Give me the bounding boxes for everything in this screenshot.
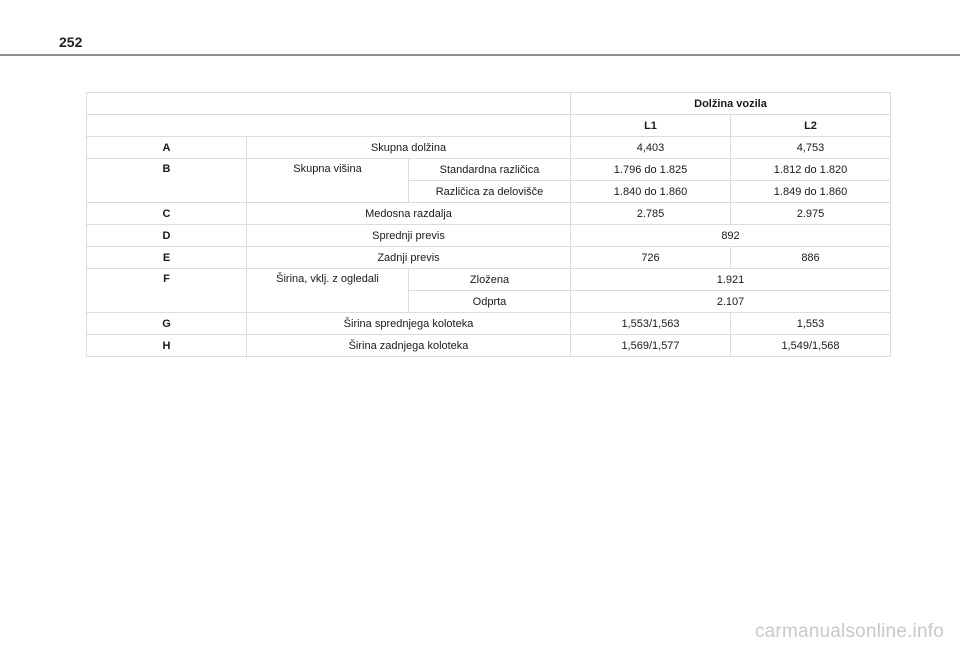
page-number: 252 [59, 34, 83, 50]
value-l2: 4,753 [731, 137, 891, 159]
table-row [87, 159, 891, 181]
row-label: Širina zadnjega koloteka [247, 335, 571, 357]
header-empty-cell [87, 93, 571, 115]
row-letter: G [87, 313, 247, 335]
value-l2: 1.812 do 1.820 [731, 159, 891, 181]
row-label: Zadnji previs [247, 247, 571, 269]
value-l2: 886 [731, 247, 891, 269]
row-letter: E [87, 247, 247, 269]
row-label: Skupna dolžina [247, 137, 571, 159]
row-label: Skupna višina [247, 159, 409, 203]
watermark-text: carmanualsonline.info [754, 621, 944, 642]
row-letter: C [87, 203, 247, 225]
value-l1: 1,569/1,577 [571, 335, 731, 357]
value-l1: 2.785 [571, 203, 731, 225]
value-shared: 2.107 [571, 291, 891, 313]
row-letter: A [87, 137, 247, 159]
row-sublabel: Odprta [409, 291, 571, 313]
row-letter: F [87, 269, 247, 313]
value-l2: 1.849 do 1.860 [731, 181, 891, 203]
value-l1: 726 [571, 247, 731, 269]
header-l2: L2 [731, 115, 891, 137]
header-empty-cell [87, 115, 571, 137]
vehicle-dimensions-table [86, 92, 891, 357]
header-vehicle-length: Dolžina vozila [571, 93, 891, 115]
value-l1: 1.840 do 1.860 [571, 181, 731, 203]
row-label: Sprednji previs [247, 225, 571, 247]
table-row [87, 247, 891, 269]
value-shared: 892 [571, 225, 891, 247]
row-letter: B [87, 159, 247, 203]
row-label: Medosna razdalja [247, 203, 571, 225]
table-row [87, 313, 891, 335]
value-shared: 1.921 [571, 269, 891, 291]
table-row [87, 335, 891, 357]
row-letter: D [87, 225, 247, 247]
table-row [87, 203, 891, 225]
table-row [87, 137, 891, 159]
row-sublabel: Različica za delovišče [409, 181, 571, 203]
row-sublabel: Zložena [409, 269, 571, 291]
row-label: Širina, vklj. z ogledali [247, 269, 409, 313]
value-l2: 2.975 [731, 203, 891, 225]
value-l1: 1.796 do 1.825 [571, 159, 731, 181]
value-l1: 4,403 [571, 137, 731, 159]
row-sublabel: Standardna različica [409, 159, 571, 181]
row-label: Širina sprednjega koloteka [247, 313, 571, 335]
value-l2: 1,549/1,568 [731, 335, 891, 357]
row-letter: H [87, 335, 247, 357]
header-l1: L1 [571, 115, 731, 137]
table-header-row [87, 93, 891, 115]
value-l2: 1,553 [731, 313, 891, 335]
table-row [87, 225, 891, 247]
table-row [87, 269, 891, 291]
value-l1: 1,553/1,563 [571, 313, 731, 335]
table-header-row [87, 115, 891, 137]
header-divider [0, 54, 960, 56]
